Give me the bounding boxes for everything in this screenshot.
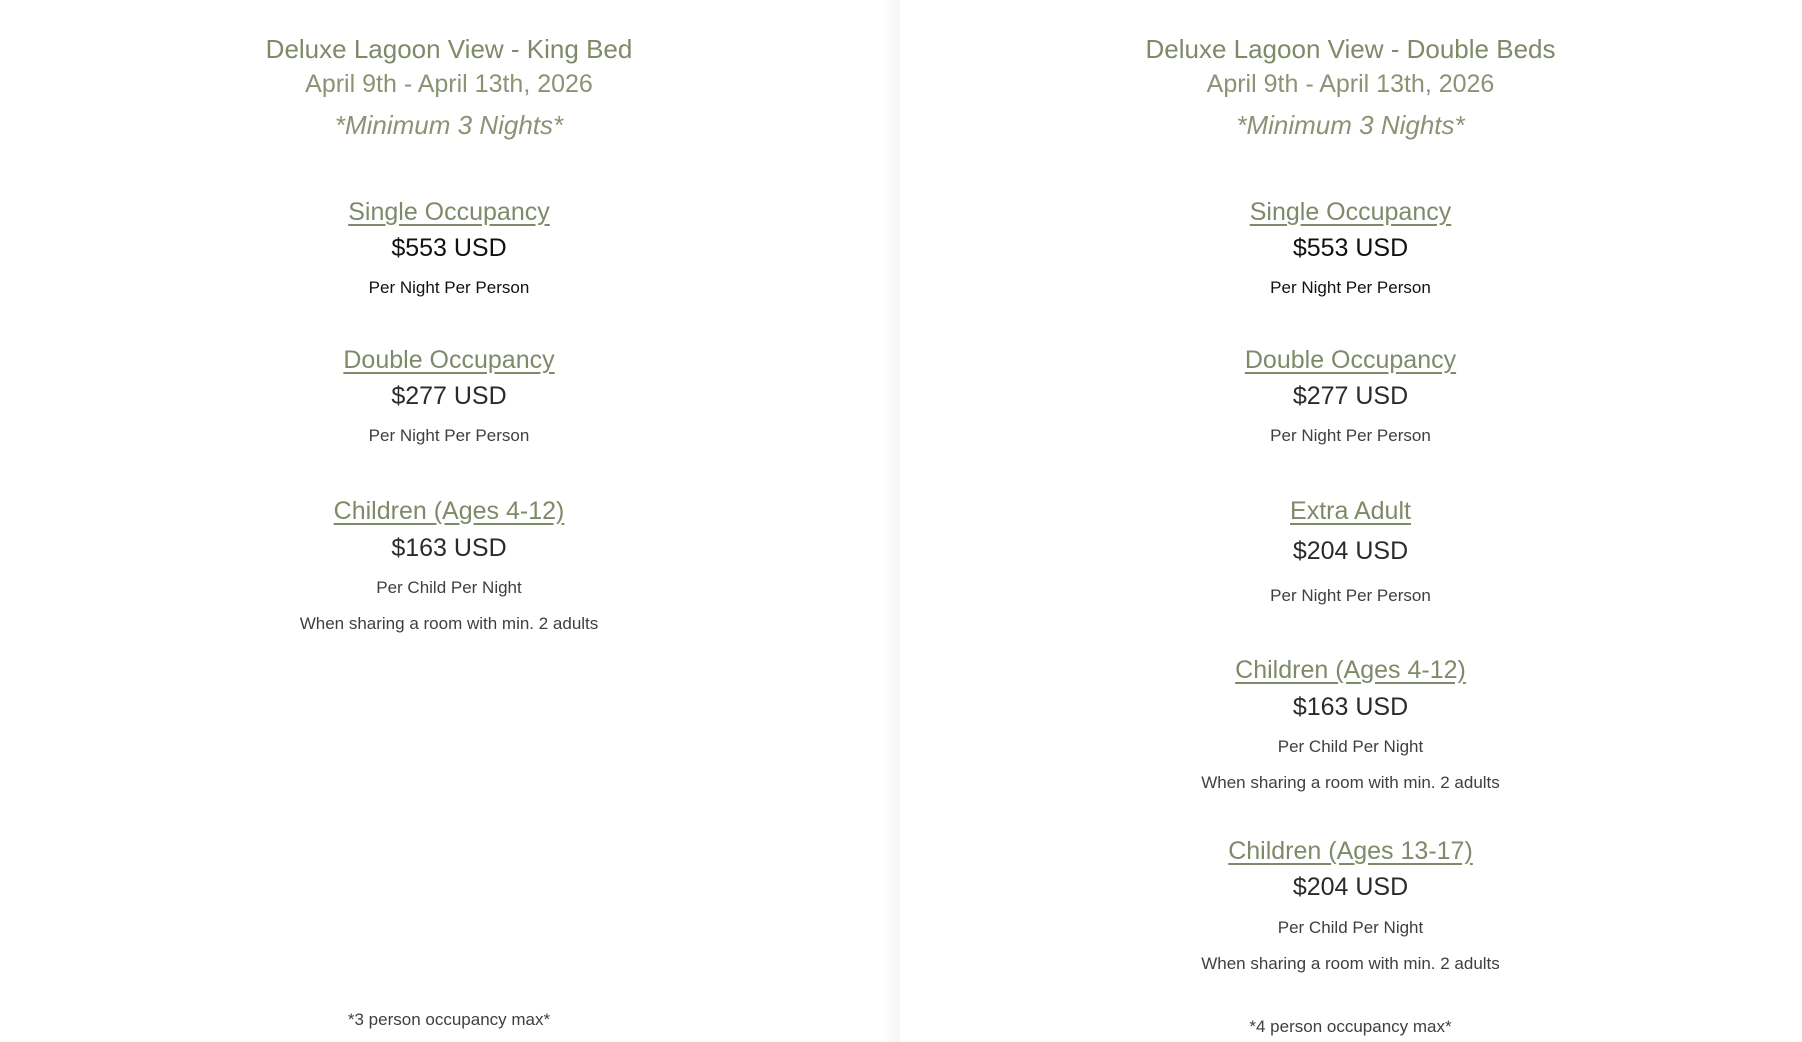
- double-occupancy-price: $277 USD: [391, 382, 507, 410]
- double-occupancy-note: Per Night Per Person: [1270, 426, 1431, 445]
- double-occupancy-price: $277 USD: [1292, 382, 1409, 410]
- children-4-12-price: $163 USD: [1292, 693, 1409, 721]
- minimum-nights-note: *Minimum 3 Nights*: [1236, 110, 1465, 140]
- single-occupancy-heading[interactable]: Single Occupancy: [1249, 198, 1452, 226]
- double-occupancy-note: Per Night Per Person: [368, 426, 530, 445]
- extra-adult-price: $204 USD: [1292, 537, 1409, 565]
- extra-adult-note: Per Night Per Person: [1270, 586, 1431, 605]
- single-occupancy-price: $553 USD: [391, 234, 507, 262]
- max-occupancy-note: *4 person occupancy max*: [1249, 1017, 1452, 1036]
- children-4-12-note: Per Child Per Night: [376, 578, 522, 597]
- children-4-12-condition: When sharing a room with min. 2 adults: [1201, 773, 1500, 792]
- children-13-17-note: Per Child Per Night: [1277, 918, 1424, 937]
- children-4-12-price: $163 USD: [391, 534, 507, 562]
- children-4-12-heading[interactable]: Children (Ages 4-12): [333, 497, 565, 525]
- children-4-12-condition: When sharing a room with min. 2 adults: [299, 614, 599, 633]
- room-title: Deluxe Lagoon View - Double Beds: [1145, 34, 1556, 64]
- room-rates-card-double-beds: [899, 0, 1802, 1042]
- double-occupancy-heading[interactable]: Double Occupancy: [343, 346, 555, 374]
- children-4-12-note: Per Child Per Night: [1277, 737, 1424, 756]
- max-occupancy-note: *3 person occupancy max*: [347, 1010, 551, 1029]
- stay-dates: April 9th - April 13th, 2026: [305, 70, 593, 98]
- single-occupancy-note: Per Night Per Person: [368, 278, 530, 297]
- extra-adult-heading[interactable]: Extra Adult: [1290, 497, 1411, 525]
- room-title: Deluxe Lagoon View - King Bed: [265, 34, 633, 64]
- children-13-17-price: $204 USD: [1292, 873, 1409, 901]
- single-occupancy-price: $553 USD: [1292, 234, 1409, 262]
- children-4-12-heading[interactable]: Children (Ages 4-12): [1235, 656, 1466, 684]
- stay-dates: April 9th - April 13th, 2026: [1206, 70, 1495, 98]
- children-13-17-heading[interactable]: Children (Ages 13-17): [1228, 837, 1473, 865]
- children-13-17-condition: When sharing a room with min. 2 adults: [1201, 954, 1500, 973]
- room-rates-card-king-bed: [0, 0, 898, 1042]
- panel-divider-shadow: [882, 0, 900, 1042]
- single-occupancy-note: Per Night Per Person: [1270, 278, 1431, 297]
- double-occupancy-heading[interactable]: Double Occupancy: [1244, 346, 1457, 374]
- single-occupancy-heading[interactable]: Single Occupancy: [348, 198, 550, 226]
- minimum-nights-note: *Minimum 3 Nights*: [334, 110, 564, 140]
